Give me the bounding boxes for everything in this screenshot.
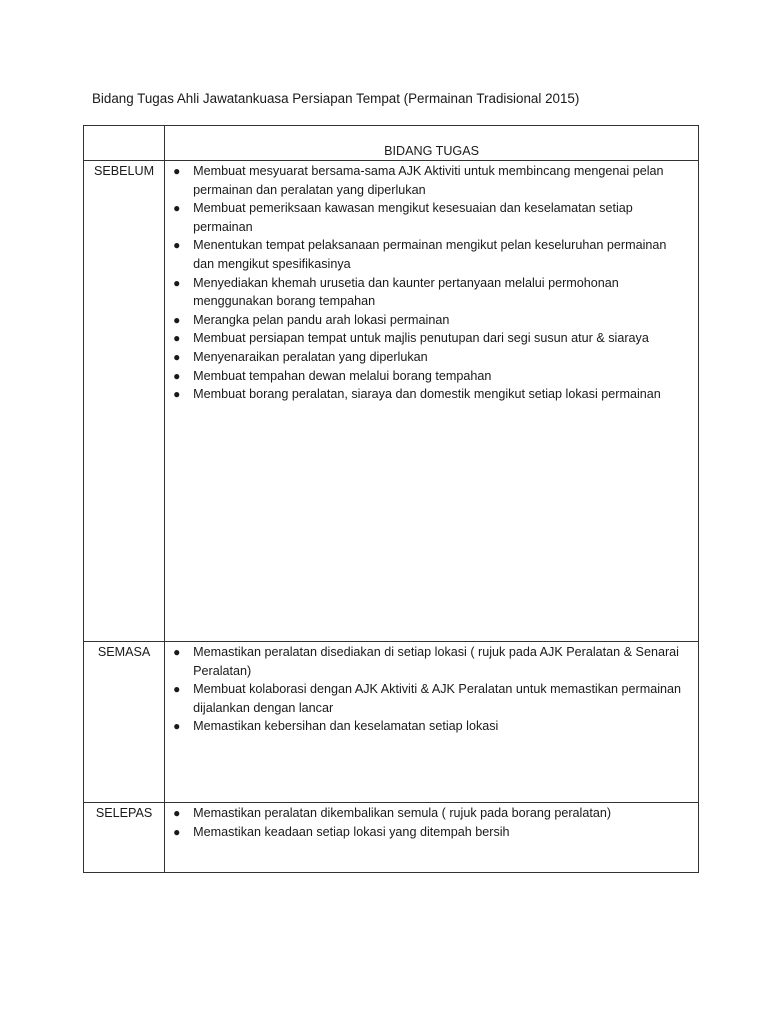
bullet-icon: ●: [173, 312, 181, 327]
bullet-icon: ●: [173, 682, 181, 697]
table-header-row: [84, 126, 699, 161]
task-text: Membuat tempahan dewan melalui borang tempahan: [193, 368, 492, 383]
task-text: Menentukan tempat pelaksanaan permainan mengikut pelan keseluruhan permainan dan mengikut spesifikasinya: [193, 238, 667, 271]
task-text: Membuat persiapan tempat untuk majlis penutupan dari segi susun atur & siaraya: [193, 331, 649, 346]
table-row: [84, 803, 699, 873]
bullet-icon: ●: [173, 719, 181, 734]
tasks-cell-selepas: [165, 803, 699, 873]
tasks-cell-sebelum: [165, 161, 699, 642]
task-text: Membuat mesyuarat bersama-sama AJK Aktiviti untuk membincang mengenai pelan permainan dan peralatan yang diperlukan: [193, 164, 664, 197]
list-item: [173, 236, 690, 273]
list-item: [173, 274, 690, 311]
header-tasks-cell: BIDANG TUGAS: [165, 126, 699, 161]
task-text: Menyediakan khemah urusetia dan kaunter pertanyaan melalui permohonan menggunakan borang tempahan: [193, 275, 619, 309]
task-text: Memastikan peralatan dikembalikan semula ( rujuk pada borang peralatan): [193, 806, 612, 820]
task-text: Membuat pemeriksaan kawasan mengikut kesesuaian dan keselamatan setiap permainan: [193, 201, 633, 234]
task-text: Menyenaraikan peralatan yang diperlukan: [193, 349, 428, 364]
list-item: [173, 385, 690, 404]
table-row: [84, 161, 699, 642]
list-item: [173, 643, 690, 680]
task-text: Membuat kolaborasi dengan AJK Aktiviti & AJK Peralatan untuk memastikan permainan dijalankan dengan lancar: [193, 682, 682, 715]
task-list: [165, 803, 698, 841]
document-title: Bidang Tugas Ahli Jawatankuasa Persiapan Tempat (Permainan Tradisional 2015): [92, 91, 580, 106]
bullet-icon: ●: [173, 201, 181, 216]
list-item: [173, 717, 690, 736]
list-item: [173, 823, 690, 842]
task-text: Memastikan peralatan disediakan di setiap lokasi ( rujuk pada AJK Peralatan & Senarai Peralatan): [193, 645, 679, 678]
task-list: [165, 161, 698, 404]
task-list: [165, 642, 698, 736]
phase-label-selepas: SELEPAS: [84, 803, 165, 873]
bullet-icon: ●: [173, 275, 181, 290]
list-item: [173, 162, 690, 199]
bullet-icon: ●: [173, 645, 181, 659]
header-phase-cell: [84, 126, 165, 161]
phase-label-sebelum: SEBELUM: [84, 161, 165, 642]
list-item: [173, 329, 690, 348]
list-item: [173, 680, 690, 717]
list-item: [173, 311, 690, 330]
table-row: [84, 642, 699, 803]
task-text: Membuat borang peralatan, siaraya dan domestik mengikut setiap lokasi permainan: [193, 387, 661, 402]
duty-table: [83, 125, 699, 873]
bullet-icon: ●: [173, 824, 181, 839]
bullet-icon: ●: [173, 164, 181, 178]
bullet-icon: ●: [173, 368, 181, 383]
bullet-icon: ●: [173, 349, 181, 364]
bullet-icon: ●: [173, 238, 181, 253]
list-item: [173, 348, 690, 367]
task-text: Memastikan kebersihan dan keselamatan setiap lokasi: [193, 719, 499, 734]
task-text: Memastikan keadaan setiap lokasi yang ditempah bersih: [193, 824, 510, 839]
tasks-cell-semasa: [165, 642, 699, 803]
list-item: [173, 199, 690, 236]
phase-label-semasa: SEMASA: [84, 642, 165, 803]
bullet-icon: ●: [173, 387, 181, 402]
list-item: [173, 804, 690, 823]
bullet-icon: ●: [173, 331, 181, 346]
bullet-icon: ●: [173, 806, 181, 820]
list-item: [173, 367, 690, 386]
task-text: Merangka pelan pandu arah lokasi permainan: [193, 312, 450, 327]
